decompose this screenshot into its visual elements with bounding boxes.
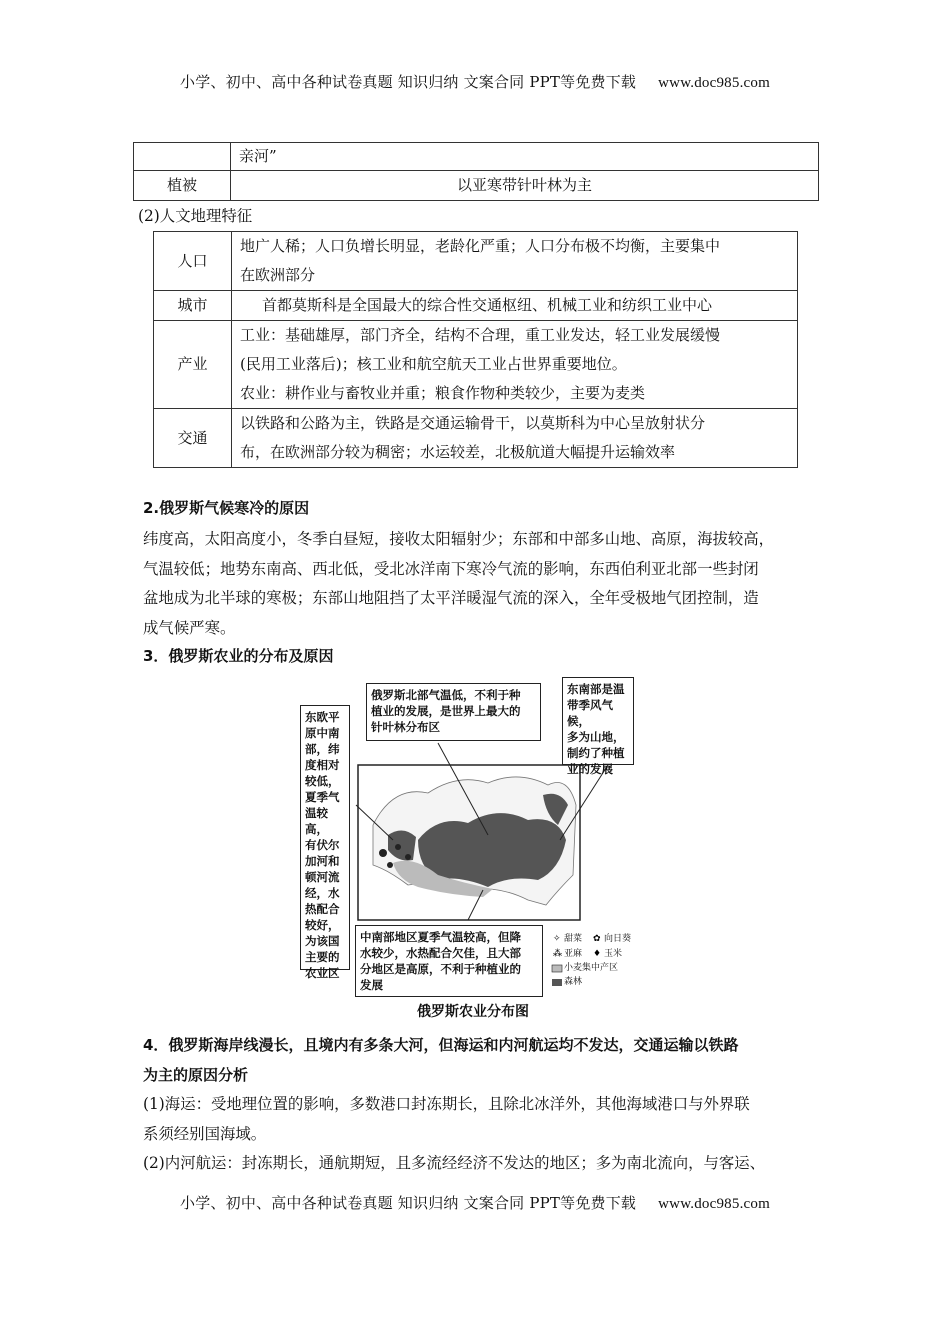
- paragraph-inland-transport: [143, 1149, 825, 1179]
- line: 主要的: [305, 950, 340, 964]
- line: 以铁路和公路为主，铁路是交通运输骨干，以莫斯科为中心呈放射状分: [240, 414, 706, 432]
- line: 成气候严寒。: [143, 618, 236, 637]
- natural-features-table-tail: [133, 142, 819, 201]
- legend-forest-label: 森林: [564, 977, 583, 987]
- table1-empty-cell: [134, 143, 231, 171]
- line: (2)内河航运：封冻期长，通航期短，且多流经经济不发达的地区；多为南北流向，与客运、: [143, 1154, 766, 1172]
- legend-flax-label: 亚麻: [564, 949, 583, 959]
- line: 热配合: [305, 902, 340, 916]
- legend-wheat-label: 小麦集中产区: [564, 963, 619, 973]
- line: 工业：基础雄厚，部门齐全，结构不合理，重工业发达，轻工业发展缓慢: [240, 326, 721, 344]
- legend-corn-label: 玉米: [604, 949, 623, 959]
- legend-sunflower-icon: ✿: [593, 934, 601, 944]
- legend-forest-swatch: [552, 979, 562, 986]
- line: (1)海运：受地理位置的影响，多数港口封冻期长，且除北冰洋外，其他海域港口与外界联: [143, 1095, 750, 1113]
- heading-climate-reasons: 2.俄罗斯气候寒冷的原因: [143, 499, 310, 517]
- line: (民用工业落后)；核工业和航空航天工业占世界重要地位。: [240, 355, 627, 373]
- line: 为主的原因分析: [143, 1065, 249, 1084]
- line: 制约了种植: [567, 746, 625, 760]
- line: 为该国: [305, 934, 340, 948]
- table2-val-population: [232, 232, 798, 291]
- page-header: [0, 71, 950, 92]
- table1-row1-value: 亲河”: [231, 143, 819, 171]
- line: 农业区: [305, 966, 340, 980]
- header-url[interactable]: www.doc985.com: [658, 75, 770, 91]
- corn-icon: [395, 844, 401, 850]
- legend-wheat-swatch: [552, 965, 562, 972]
- flax-icon: [405, 854, 411, 860]
- line: 4．俄罗斯海岸线漫长，且境内有多条大河，但海运和内河航运均不发达，交通运输以铁路: [143, 1036, 739, 1054]
- human-geography-table: [153, 231, 798, 468]
- line: 原中南: [305, 726, 340, 740]
- paragraph-climate: [143, 525, 825, 643]
- line: 水较少，水热配合欠佳，且大部: [360, 946, 521, 960]
- line: 俄罗斯北部气温低，不利于种: [371, 688, 521, 702]
- line: 部，纬: [305, 742, 340, 756]
- table2-key-population: 人口: [154, 232, 232, 291]
- heading-transport-reasons: [143, 1031, 825, 1090]
- line: 农业：耕作业与畜牧业并重；粮食作物种类较少，主要为麦类: [240, 384, 646, 402]
- sunflower-icon: [379, 849, 387, 857]
- legend-sunflower-label: 向日葵: [604, 934, 632, 944]
- line: 顿河流: [305, 870, 340, 884]
- line: 针叶林分布区: [371, 720, 440, 734]
- line: 东南部是温: [567, 682, 625, 696]
- legend-beet-label: 甜菜: [564, 934, 583, 944]
- line: 较低，: [305, 774, 340, 788]
- line: 带季风气候，: [567, 698, 613, 728]
- line: 多为山地，: [567, 730, 625, 744]
- line: 系须经别国海域。: [143, 1124, 267, 1143]
- paragraph-sea-transport: [143, 1090, 825, 1149]
- line: 植业的发展，是世界上最大的: [371, 704, 521, 718]
- beet-icon: [387, 862, 393, 868]
- table1-row2-key: 植被: [134, 171, 231, 201]
- line: 在欧洲部分: [240, 266, 316, 284]
- annotation-east-box: [562, 677, 634, 776]
- line: 较好，: [305, 918, 340, 932]
- line: 气温较低；地势东南高、西北低，受北冰洋南下寒冷气流的影响，东西伯利亚北部一些封闭: [143, 559, 759, 578]
- legend-flax-icon: ⁂: [553, 949, 562, 959]
- line: 首都莫斯科是全国最大的综合性交通枢纽、机械工业和纺织工业中心: [262, 296, 713, 314]
- heading-agriculture: 3．俄罗斯农业的分布及原因: [143, 647, 334, 665]
- line: 夏季气: [305, 790, 340, 804]
- annotation-west-box: [300, 705, 350, 980]
- section-2-title: (2)人文地理特征: [138, 207, 253, 225]
- legend-corn-icon: ♦: [593, 949, 602, 959]
- page-footer: [0, 1192, 950, 1213]
- annotation-north-box: [366, 683, 541, 741]
- line: 有伏尔: [305, 838, 340, 852]
- legend-beet-icon: ✧: [553, 934, 561, 944]
- line: 盆地成为北半球的寒极；东部山地阻挡了太平洋暖湿气流的深入，全年受极地气团控制，造: [143, 589, 759, 607]
- table2-key-transport: 交通: [154, 409, 232, 468]
- table2-key-city: 城市: [154, 291, 232, 321]
- table2-val-transport: [232, 409, 798, 468]
- line: 地广人稀；人口负增长明显，老龄化严重；人口分布极不均衡，主要集中: [240, 237, 721, 255]
- footer-text: 小学、初中、高中各种试卷真题 知识归纳 文案合同 PPT等免费下载: [180, 1194, 637, 1212]
- line: 中南部地区夏季气温较高，但降: [360, 930, 521, 944]
- line: 温较高，: [305, 806, 328, 836]
- agriculture-map-figure: [298, 675, 648, 995]
- line: 度相对: [305, 758, 340, 772]
- table2-key-industry: 产业: [154, 321, 232, 409]
- footer-url[interactable]: www.doc985.com: [658, 1196, 770, 1212]
- line: 业的发展: [567, 762, 613, 776]
- table2-val-city: [232, 291, 798, 321]
- table2-val-industry: [232, 321, 798, 409]
- line: 发展: [360, 978, 383, 992]
- map-caption: 俄罗斯农业分布图: [417, 1004, 529, 1020]
- line: 分地区是高原，不利于种植业的: [360, 962, 521, 976]
- line: 东欧平: [305, 710, 340, 724]
- line: 经，水: [305, 886, 340, 900]
- line: 布，在欧洲部分较为稠密；水运较差，北极航道大幅提升运输效率: [240, 443, 676, 461]
- annotation-south-box: [355, 925, 543, 997]
- table1-row2-value: 以亚寒带针叶林为主: [231, 171, 819, 201]
- line: 加河和: [305, 854, 340, 868]
- header-text: 小学、初中、高中各种试卷真题 知识归纳 文案合同 PPT等免费下载: [180, 73, 637, 91]
- line: 纬度高，太阳高度小，冬季白昼短，接收太阳辐射少；东部和中部多山地、高原，海拔较高，: [143, 530, 775, 548]
